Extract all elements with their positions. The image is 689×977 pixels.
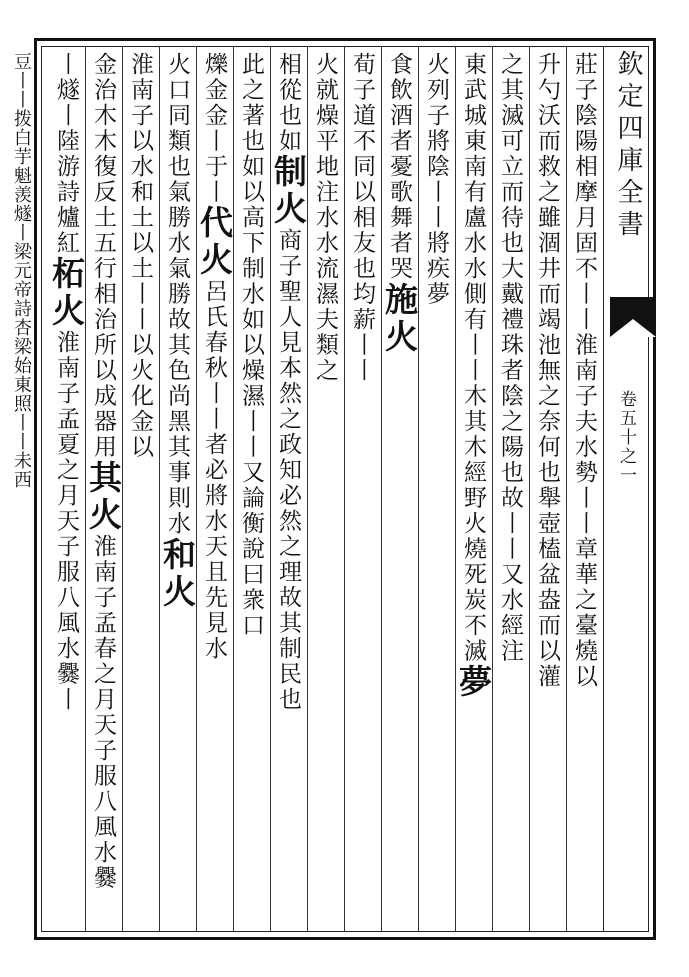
juan-number: 卷五十之一: [616, 390, 636, 485]
entry-heading: 夢: [454, 664, 493, 701]
text-column: 食飲酒者憂歌舞者哭施火: [380, 52, 419, 356]
column-rule: [455, 46, 456, 932]
text-column: 火口同類也氣勝水氣勝故其色尚黑其事則水和火: [158, 52, 197, 611]
fish-tail-mark-icon: [610, 297, 656, 337]
column-rule: [492, 46, 493, 932]
text-column: 金治木木復反土五行相治所以成器用其火淮南子孟春之月天子服八風水爨: [84, 52, 123, 891]
column-rule: [159, 46, 160, 932]
text-column: 火列子將陰丨丨將疾夢: [423, 52, 449, 307]
text-column: 淮南子以水和土以土丨丨以火化金以: [127, 52, 153, 460]
column-rule: [566, 46, 567, 932]
book-title: 欽定四庫全書: [613, 50, 643, 242]
text-column: 丨燧丨陸游詩爐紅柘火淮南子孟夏之月天子服八風水爨丨: [47, 52, 86, 713]
column-rule: [196, 46, 197, 932]
text-column: 爍金金丨于丨代火呂氏春秋丨丨者必將水天且先見水: [195, 52, 234, 662]
column-rule: [233, 46, 234, 932]
text-column: 豆丨丨拨白芋魁羡燧丨梁元帝詩杏梁始東照丨丨未西: [11, 52, 32, 489]
column-rule: [344, 46, 345, 932]
text-column: 東武城東南有盧水水側有丨丨木其木經野火燒死炭不滅夢: [454, 52, 493, 701]
text-column: 荀子道不同以相友也均薪丨丨: [349, 52, 375, 384]
entry-heading: 其火: [84, 460, 123, 534]
entry-heading: 代火: [195, 205, 234, 279]
text-column: 此之著也如以高下制水如以燥濕丨丨又論衡說曰衆口: [238, 52, 264, 639]
column-rule: [418, 46, 419, 932]
text-column: 相從也如制火商子聖人見本然之政知必然之理故其制民也: [269, 52, 308, 713]
text-column: 莊子陰陽相摩月固不丨丨淮南子夫水勢丨丨章華之臺燒以: [571, 52, 597, 690]
text-column: 火就燥平地注水水流濕夫類之: [312, 52, 338, 384]
entry-heading: 施火: [380, 281, 419, 356]
column-rule: [529, 46, 530, 932]
margin-separator: [603, 46, 604, 932]
entry-heading: 和火: [158, 536, 197, 611]
entry-heading: 柘火: [47, 256, 86, 330]
entry-heading: 制火: [269, 154, 308, 228]
text-column: 之其滅可立而待也大戴禮珠者陰之陽也故丨丨又水經注: [497, 52, 523, 664]
column-rule: [381, 46, 382, 932]
text-column: 升勺沃而救之雖涸井而竭池無之奈何也舉壺榼盆盎而以灌: [534, 52, 560, 690]
